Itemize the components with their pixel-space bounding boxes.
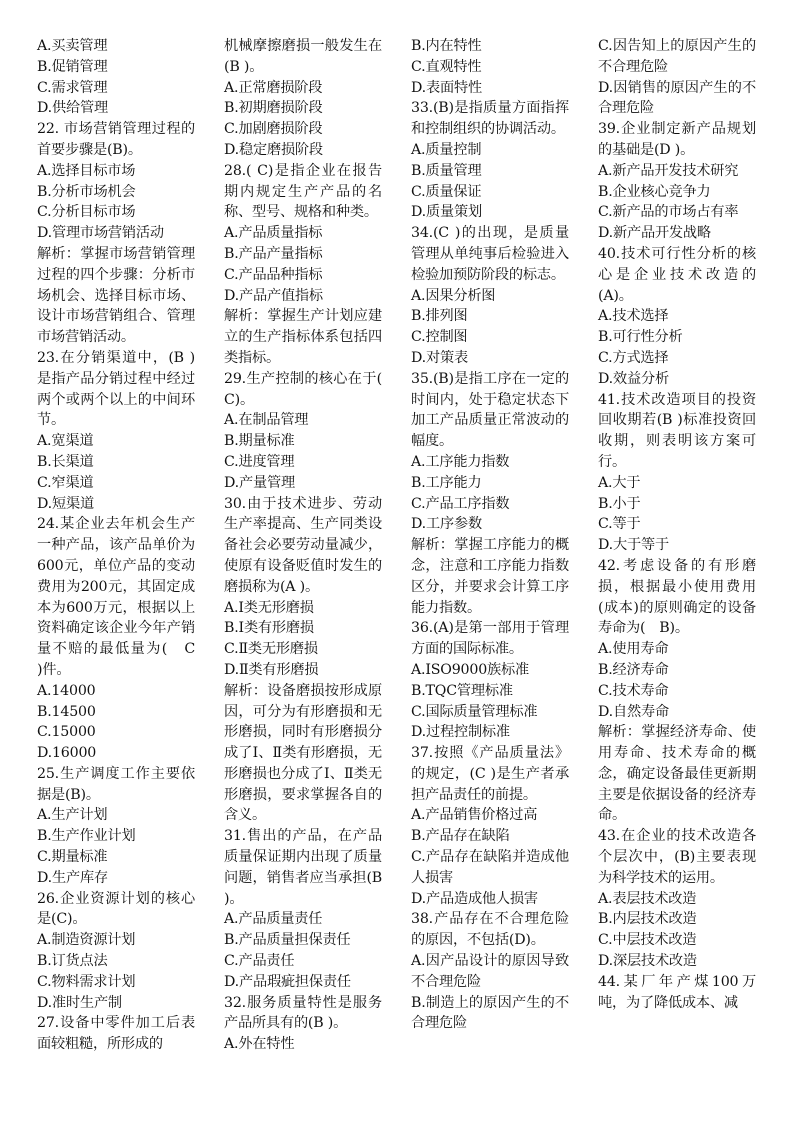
- text-line: A.外在特性: [224, 1036, 295, 1053]
- text-line: D.产品产值指标: [224, 287, 323, 304]
- text-line: C.产品工序指数: [411, 495, 510, 512]
- text-line: 26.企业资源计划的核心是(C)。: [37, 890, 195, 928]
- text-line: 解析：掌握经济寿命、使用寿命、技术寿命的概念，确定设备最佳更新期主要是依据设备的经济寿命。: [598, 724, 756, 824]
- text-line: B.期量标准: [224, 433, 295, 450]
- text-line: A.选择目标市场: [37, 162, 136, 179]
- text-line: B.初期磨损阶段: [224, 100, 323, 117]
- text-line: B.订货点法: [37, 953, 108, 970]
- text-line: B.TQC管理标准: [411, 682, 513, 699]
- text-line: C.期量标准: [37, 849, 108, 866]
- text-line: 43.在企业的技术改造各个层次中，(B)主要表现为科学技术的运用。: [598, 828, 756, 886]
- text-line: D.管理市场营销活动: [37, 225, 164, 242]
- text-line: B.质量管理: [411, 162, 482, 179]
- text-line: 24.某企业去年机会生产一种产品，该产品单价为600元，单位产品的变动费用为200元，其固定成本为600万元，根据以上资料确定该企业今年产销量不赔的最低量为( C )件。: [37, 516, 209, 678]
- text-line: A.使用寿命: [598, 641, 669, 658]
- text-line: C.产品品种指标: [224, 266, 323, 283]
- text-line: D.16000: [37, 745, 97, 762]
- text-line: D.过程控制标准: [411, 724, 510, 741]
- text-line: B.可行性分析: [598, 329, 683, 346]
- text-line: C.进度管理: [224, 453, 295, 470]
- text-line: A.宽渠道: [37, 433, 94, 450]
- text-line: B.产品质量担保责任: [224, 932, 351, 949]
- text-line: D.效益分析: [598, 370, 669, 387]
- text-line: A.产品销售价格过高: [411, 807, 538, 824]
- text-line: C.方式选择: [598, 349, 669, 366]
- text-line: A.14000: [37, 682, 96, 699]
- text-line: 36.(A)是第一部用于管理方面的国际标准。: [411, 620, 569, 658]
- text-line: C.产品责任: [224, 953, 295, 970]
- text-line: D.Ⅱ类有形磨损: [224, 661, 319, 678]
- text-line: D.稳定磨损阶段: [224, 141, 323, 158]
- text-line: 41.技术改造项目的投资回收期若(B )标准投资回收期，则表明该方案可行。: [598, 391, 756, 470]
- text-line: 38.产品存在不合理危险的原因，不包括(D)。: [411, 911, 569, 949]
- text-line: D.短渠道: [37, 495, 94, 512]
- text-line: D.对策表: [411, 349, 468, 366]
- text-line: 39.企业制定新产品规划的基础是(D )。: [598, 121, 756, 158]
- text-line: C.直观特性: [411, 58, 482, 75]
- text-line: A.ISO9000族标准: [411, 661, 529, 678]
- text-line: B.经济寿命: [598, 661, 669, 678]
- text-line: C.质量保证: [411, 183, 482, 200]
- text-line: 40.技术可行性分析的核心是企业技术改造的(A)。: [598, 245, 756, 304]
- text-line: 解析：掌握生产计划应建立的生产指标体系包括四类指标。: [224, 308, 382, 366]
- text-line: 解析：掌握市场营销管理过程的四个步骤：分析市场机会、选择目标市场、设计市场营销组合、管理市场营销活动。: [37, 245, 195, 346]
- text-column-1: [37, 36, 209, 1055]
- text-line: 27.设备中零件加工后表面较粗糙，所形成的: [37, 1015, 195, 1053]
- text-line: A.因产品设计的原因导致不合理危险: [411, 953, 569, 990]
- text-line: D.表面特性: [411, 79, 482, 96]
- text-line: 解析：设备磨损按形成原因，可分为有形磨损和无形磨损，同时有形磨损分成了Ⅰ、Ⅱ类有形磨损，无形磨损也分成了Ⅰ、Ⅱ类无形磨损，要求掌握各自的含义。: [224, 682, 382, 824]
- text-line: A.工序能力指数: [411, 453, 510, 470]
- text-line: D.深层技术改造: [598, 953, 697, 970]
- text-line: A.产品质量指标: [224, 225, 323, 242]
- text-line: A.表层技术改造: [598, 890, 697, 907]
- text-line: A.在制品管理: [224, 412, 309, 429]
- text-line: D.新产品开发战略: [598, 225, 711, 242]
- text-line: A.产品质量责任: [224, 911, 323, 928]
- text-line: C.15000: [37, 724, 96, 741]
- text-line: A.制造资源计划: [37, 932, 136, 949]
- text-line: C.新产品的市场占有率: [598, 204, 739, 221]
- text-line: B.制造上的原因产生的不合理危险: [411, 994, 569, 1032]
- text-line: B.Ⅰ类有形磨损: [224, 620, 314, 637]
- text-column-2: [224, 36, 382, 1055]
- text-line: B.长渠道: [37, 453, 94, 470]
- text-line: A.技术选择: [598, 308, 669, 325]
- text-line: 31.售出的产品，在产品质量保证期内出现了质量问题，销售者应当承担(B )。: [224, 828, 382, 907]
- text-line: 34.(C )的出现，是质量管理从单纯事后检验进入检验加预防阶段的标志。: [411, 225, 569, 283]
- text-line: 37.按照《产品质量法》的规定，(C )是生产者承担产品责任的前提。: [411, 745, 569, 803]
- text-line: C.因告知上的原因产生的不合理危险: [598, 38, 756, 75]
- text-line: D.生产库存: [37, 869, 108, 886]
- text-line: B.小于: [598, 495, 641, 512]
- text-line: B.产品存在缺陷: [411, 828, 510, 845]
- text-line: C.分析目标市场: [37, 204, 136, 221]
- text-line: D.产品造成他人损害: [411, 890, 538, 907]
- text-line: B.生产作业计划: [37, 828, 136, 845]
- text-line: 32.服务质量特性是服务产品所具有的(B )。: [224, 994, 382, 1032]
- text-line: B.促销管理: [37, 58, 108, 75]
- text-line: C.需求管理: [37, 79, 108, 96]
- text-line: B.内层技术改造: [598, 911, 697, 928]
- text-line: D.工序参数: [411, 516, 482, 533]
- text-line: D.产量管理: [224, 474, 295, 491]
- text-line: A.新产品开发技术研究: [598, 162, 739, 179]
- text-line: D.产品瑕疵担保责任: [224, 973, 351, 990]
- text-line: B.内在特性: [411, 38, 482, 54]
- text-line: B.产品产量指标: [224, 245, 323, 262]
- text-line: 29.生产控制的核心在于( C)。: [224, 370, 382, 408]
- text-line: 25.生产调度工作主要依据是(B)。: [37, 765, 195, 803]
- text-line: D.质量策划: [411, 204, 482, 221]
- text-line: C.窄渠道: [37, 474, 94, 491]
- text-line: A.买卖管理: [37, 38, 108, 54]
- text-line: 42.考虑设备的有形磨损，根据最小使用费用(成本)的原则确定的设备寿命为( B)。: [598, 557, 756, 637]
- text-line: 22. 市场营销管理过程的首要步骤是(B)。: [37, 121, 195, 158]
- text-line: B.14500: [37, 703, 96, 720]
- text-line: 33.(B)是指质量方面指挥和控制组织的协调活动。: [411, 100, 569, 138]
- text-line: 解析：掌握工序能力的概念，注意和工序能力指数区分，并要求会计算工序能力指数。: [411, 537, 569, 616]
- text-line: C.技术寿命: [598, 682, 669, 699]
- text-line: D.因销售的原因产生的不合理危险: [598, 79, 756, 117]
- text-line: A.正常磨损阶段: [224, 79, 323, 96]
- text-line: C.等于: [598, 516, 641, 533]
- text-column-4: [598, 36, 756, 1013]
- text-line: D.准时生产制: [37, 994, 122, 1011]
- text-line: B.企业核心竞争力: [598, 183, 711, 200]
- text-line: C.产品存在缺陷并造成他人损害: [411, 849, 569, 886]
- text-line: A.Ⅰ类无形磨损: [224, 599, 314, 616]
- text-line: C.中层技术改造: [598, 932, 697, 949]
- text-line: B.工序能力: [411, 474, 482, 491]
- text-line: 30.由于技术进步、劳动生产率提高、生产同类设备社会必要劳动量减少，使原有设备贬值时发生的磨损称为(A )。: [224, 495, 382, 595]
- text-line: 23.在分销渠道中，(B )是指产品分销过程中经过两个或两个以上的中间环节。: [37, 349, 195, 429]
- text-line: 35.(B)是指工序在一定的时间内，处于稳定状态下加工产品质量正常波动的幅度。: [411, 370, 569, 450]
- text-line: D.大于等于: [598, 537, 669, 554]
- text-line: A.生产计划: [37, 807, 108, 824]
- text-line: A.因果分析图: [411, 287, 496, 304]
- text-line: B.分析市场机会: [37, 183, 136, 200]
- text-line: C.国际质量管理标准: [411, 703, 538, 720]
- text-line: C.控制图: [411, 329, 468, 346]
- text-line: 机械摩擦磨损一般发生在(B )。: [224, 38, 382, 75]
- text-line: D.自然寿命: [598, 703, 669, 720]
- text-line: 28.( C)是指企业在报告期内规定生产产品的名称、型号、规格和种类。: [224, 162, 382, 221]
- text-column-3: [411, 36, 569, 1034]
- text-line: C.Ⅱ类无形磨损: [224, 641, 318, 658]
- text-line: B.排列图: [411, 308, 468, 325]
- text-line: A.大于: [598, 474, 641, 491]
- text-line: D.供给管理: [37, 100, 108, 117]
- text-line: A.质量控制: [411, 141, 482, 158]
- text-line: C.物料需求计划: [37, 973, 136, 990]
- text-line: C.加剧磨损阶段: [224, 121, 323, 138]
- text-line: 44.某厂年产煤100万吨，为了降低成本、减: [598, 973, 756, 1011]
